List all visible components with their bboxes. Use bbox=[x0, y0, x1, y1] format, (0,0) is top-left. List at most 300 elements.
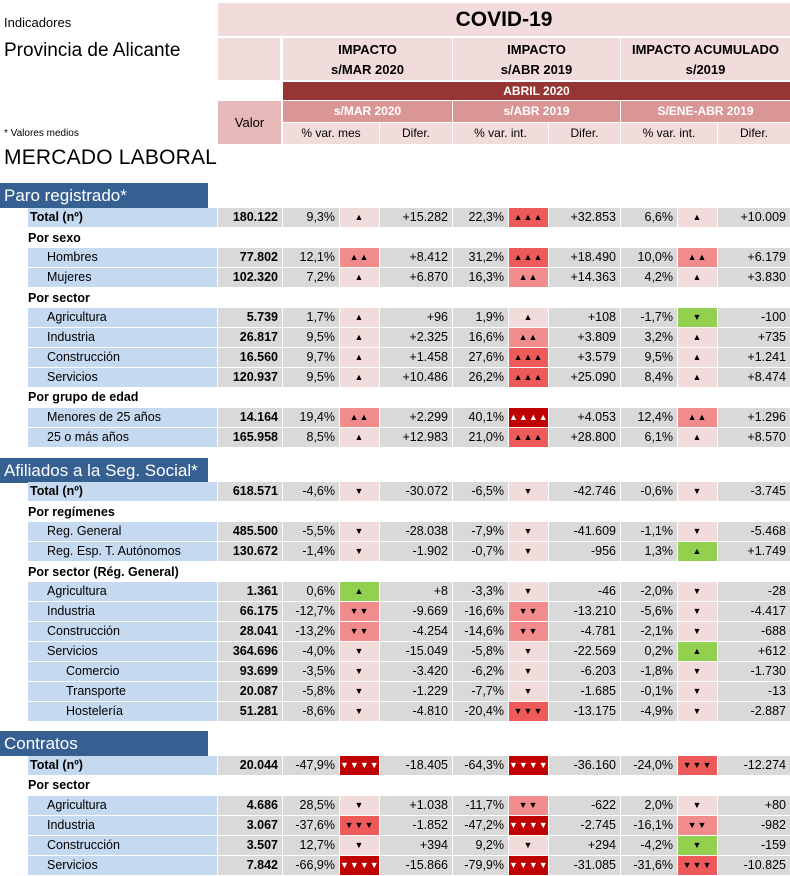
difer-abr-cell: -36.160 bbox=[549, 756, 620, 775]
difer-abr-cell: -22.569 bbox=[549, 642, 620, 661]
difer-mar-cell: -1.229 bbox=[380, 682, 452, 701]
difer-mar-cell: +6.870 bbox=[380, 268, 452, 287]
difer-acum-cell: -100 bbox=[718, 308, 790, 327]
valor-cell: 16.560 bbox=[218, 348, 282, 367]
row-label: Agricultura bbox=[28, 796, 217, 815]
var-int-abr-cell: 31,2% bbox=[453, 248, 508, 267]
table-row bbox=[0, 796, 790, 815]
var-mes-cell: -66,9% bbox=[283, 856, 339, 875]
trend-indicator-acum: ▼ bbox=[678, 682, 717, 701]
trend-indicator-abr: ▼ bbox=[509, 482, 548, 501]
footnote-valores-medios: * Valores medios bbox=[4, 128, 79, 139]
difer-mar-cell: +10.486 bbox=[380, 368, 452, 387]
difer-mar-cell: +1.458 bbox=[380, 348, 452, 367]
difer-acum-cell: +10.009 bbox=[718, 208, 790, 227]
difer-acum-cell: +6.179 bbox=[718, 248, 790, 267]
difer-mar-cell: -28.038 bbox=[380, 522, 452, 541]
table-row bbox=[0, 268, 790, 287]
difer-abr-cell: -31.085 bbox=[549, 856, 620, 875]
row-label: Construcción bbox=[28, 348, 217, 367]
trend-indicator-acum: ▼ bbox=[678, 796, 717, 815]
col-header-difer-1: Difer. bbox=[380, 123, 452, 144]
difer-abr-cell: +108 bbox=[549, 308, 620, 327]
table-row bbox=[0, 836, 790, 855]
subhead-af-sector: Por sector (Rég. General) bbox=[28, 565, 179, 579]
difer-abr-cell: +25.090 bbox=[549, 368, 620, 387]
table-row bbox=[0, 208, 790, 227]
var-mes-cell: 28,5% bbox=[283, 796, 339, 815]
difer-abr-cell: +14.363 bbox=[549, 268, 620, 287]
trend-indicator-mar: ▲▲ bbox=[340, 408, 379, 427]
row-label: Construcción bbox=[28, 622, 217, 641]
difer-acum-cell: -10.825 bbox=[718, 856, 790, 875]
trend-indicator-acum: ▼ bbox=[678, 482, 717, 501]
difer-acum-cell: +735 bbox=[718, 328, 790, 347]
row-label: Total (nº) bbox=[28, 482, 217, 501]
valor-cell: 66.175 bbox=[218, 602, 282, 621]
group-header-ene-abr: S/ENE-ABR 2019 bbox=[621, 101, 790, 122]
section-afiliados: Afiliados a la Seg. Social* bbox=[0, 458, 208, 483]
impacto-acumulado-header bbox=[621, 38, 790, 80]
difer-acum-cell: -2.887 bbox=[718, 702, 790, 721]
mercado-laboral-title: MERCADO LABORAL bbox=[4, 146, 218, 169]
difer-acum-cell: -159 bbox=[718, 836, 790, 855]
trend-indicator-mar: ▲ bbox=[340, 368, 379, 387]
difer-abr-cell: -6.203 bbox=[549, 662, 620, 681]
valor-cell: 618.571 bbox=[218, 482, 282, 501]
valor-cell: 77.802 bbox=[218, 248, 282, 267]
trend-indicator-abr: ▲▲ bbox=[509, 268, 548, 287]
var-int-abr-cell: 16,6% bbox=[453, 328, 508, 347]
trend-indicator-abr: ▼ bbox=[509, 582, 548, 601]
trend-indicator-mar: ▼▼▼▼ bbox=[340, 856, 379, 875]
subhead-af-regimenes: Por regímenes bbox=[28, 505, 115, 519]
var-int-abr-cell: -5,8% bbox=[453, 642, 508, 661]
trend-indicator-acum: ▲ bbox=[678, 368, 717, 387]
difer-abr-cell: +3.809 bbox=[549, 328, 620, 347]
trend-indicator-mar: ▲ bbox=[340, 348, 379, 367]
difer-acum-cell: -5.468 bbox=[718, 522, 790, 541]
difer-acum-cell: -4.417 bbox=[718, 602, 790, 621]
trend-indicator-mar: ▲ bbox=[340, 308, 379, 327]
var-mes-cell: 9,5% bbox=[283, 328, 339, 347]
difer-abr-cell: +3.579 bbox=[549, 348, 620, 367]
var-mes-cell: 19,4% bbox=[283, 408, 339, 427]
indicadores-label: Indicadores bbox=[4, 15, 72, 30]
difer-abr-cell: -46 bbox=[549, 582, 620, 601]
var-int-acum-cell: 1,3% bbox=[621, 542, 677, 561]
difer-abr-cell: +4.053 bbox=[549, 408, 620, 427]
row-label: Reg. General bbox=[28, 522, 217, 541]
valor-cell: 14.164 bbox=[218, 408, 282, 427]
trend-indicator-acum: ▼ bbox=[678, 662, 717, 681]
trend-indicator-abr: ▲▲▲ bbox=[509, 348, 548, 367]
valor-cell: 130.672 bbox=[218, 542, 282, 561]
trend-indicator-acum: ▲ bbox=[678, 348, 717, 367]
trend-indicator-abr: ▲ bbox=[509, 308, 548, 327]
valor-cell: 26.817 bbox=[218, 328, 282, 347]
row-label: Industria bbox=[28, 602, 217, 621]
trend-indicator-abr: ▼ bbox=[509, 522, 548, 541]
table-row bbox=[0, 622, 790, 641]
trend-indicator-acum: ▼ bbox=[678, 308, 717, 327]
difer-mar-cell: -15.866 bbox=[380, 856, 452, 875]
table-row bbox=[0, 368, 790, 387]
difer-mar-cell: -3.420 bbox=[380, 662, 452, 681]
trend-indicator-acum: ▼ bbox=[678, 836, 717, 855]
trend-indicator-acum: ▼ bbox=[678, 702, 717, 721]
difer-acum-cell: +80 bbox=[718, 796, 790, 815]
valor-cell: 3.507 bbox=[218, 836, 282, 855]
difer-abr-cell: -4.781 bbox=[549, 622, 620, 641]
table-row bbox=[0, 642, 790, 661]
trend-indicator-acum: ▼▼▼ bbox=[678, 856, 717, 875]
table-row bbox=[0, 856, 790, 875]
valor-cell: 51.281 bbox=[218, 702, 282, 721]
trend-indicator-acum: ▲▲ bbox=[678, 408, 717, 427]
table-row bbox=[0, 522, 790, 541]
trend-indicator-mar: ▼ bbox=[340, 542, 379, 561]
var-int-abr-cell: -20,4% bbox=[453, 702, 508, 721]
trend-indicator-mar: ▲▲ bbox=[340, 248, 379, 267]
var-int-acum-cell: -5,6% bbox=[621, 602, 677, 621]
valor-cell: 180.122 bbox=[218, 208, 282, 227]
difer-abr-cell: -13.210 bbox=[549, 602, 620, 621]
var-int-acum-cell: -24,0% bbox=[621, 756, 677, 775]
var-int-acum-cell: -31,6% bbox=[621, 856, 677, 875]
valor-cell: 28.041 bbox=[218, 622, 282, 641]
valor-cell: 1.361 bbox=[218, 582, 282, 601]
trend-indicator-acum: ▼ bbox=[678, 582, 717, 601]
trend-indicator-acum: ▼▼ bbox=[678, 816, 717, 835]
difer-mar-cell: +8.412 bbox=[380, 248, 452, 267]
var-int-acum-cell: 6,1% bbox=[621, 428, 677, 447]
subhead-co-sector: Por sector bbox=[28, 778, 90, 792]
trend-indicator-acum: ▲ bbox=[678, 542, 717, 561]
row-label: Agricultura bbox=[28, 308, 217, 327]
var-mes-cell: -4,0% bbox=[283, 642, 339, 661]
trend-indicator-mar: ▼▼ bbox=[340, 602, 379, 621]
var-int-abr-cell: -64,3% bbox=[453, 756, 508, 775]
table-row bbox=[0, 328, 790, 347]
table-row bbox=[0, 662, 790, 681]
trend-indicator-abr: ▼▼▼▼ bbox=[509, 856, 548, 875]
row-label: Comercio bbox=[28, 662, 217, 681]
difer-abr-cell: +294 bbox=[549, 836, 620, 855]
col-header-difer-2: Difer. bbox=[549, 123, 620, 144]
trend-indicator-mar: ▼▼▼▼ bbox=[340, 756, 379, 775]
row-label: Construcción bbox=[28, 836, 217, 855]
var-mes-cell: 0,6% bbox=[283, 582, 339, 601]
impacto-abr-line1: IMPACTO bbox=[507, 42, 566, 57]
trend-indicator-abr: ▲▲▲ bbox=[509, 428, 548, 447]
col-header-var-int-2: % var. int. bbox=[621, 123, 717, 144]
var-mes-cell: 9,7% bbox=[283, 348, 339, 367]
var-int-acum-cell: 9,5% bbox=[621, 348, 677, 367]
var-mes-cell: 7,2% bbox=[283, 268, 339, 287]
var-int-abr-cell: 1,9% bbox=[453, 308, 508, 327]
difer-acum-cell: +1.749 bbox=[718, 542, 790, 561]
var-int-abr-cell: 22,3% bbox=[453, 208, 508, 227]
impacto-acum-line2: s/2019 bbox=[685, 62, 726, 77]
var-int-acum-cell: -4,9% bbox=[621, 702, 677, 721]
table-row bbox=[0, 428, 790, 447]
var-int-abr-cell: -6,2% bbox=[453, 662, 508, 681]
difer-abr-cell: +18.490 bbox=[549, 248, 620, 267]
var-int-abr-cell: -3,3% bbox=[453, 582, 508, 601]
province-title: Provincia de Alicante bbox=[4, 40, 181, 61]
var-mes-cell: 12,7% bbox=[283, 836, 339, 855]
difer-abr-cell: -956 bbox=[549, 542, 620, 561]
var-mes-cell: 8,5% bbox=[283, 428, 339, 447]
trend-indicator-abr: ▼▼▼ bbox=[509, 702, 548, 721]
difer-mar-cell: +2.299 bbox=[380, 408, 452, 427]
trend-indicator-mar: ▼▼ bbox=[340, 622, 379, 641]
impacto-mar-line2: s/MAR 2020 bbox=[331, 62, 404, 77]
var-int-abr-cell: -7,7% bbox=[453, 682, 508, 701]
difer-abr-cell: -1.685 bbox=[549, 682, 620, 701]
var-int-abr-cell: -14,6% bbox=[453, 622, 508, 641]
trend-indicator-acum: ▲ bbox=[678, 642, 717, 661]
trend-indicator-abr: ▲▲▲ bbox=[509, 248, 548, 267]
impacto-abr-header bbox=[453, 38, 620, 80]
var-int-acum-cell: -16,1% bbox=[621, 816, 677, 835]
row-label: Total (nº) bbox=[28, 756, 217, 775]
trend-indicator-mar: ▼▼▼ bbox=[340, 816, 379, 835]
row-label: Total (nº) bbox=[28, 208, 217, 227]
var-mes-cell: -4,6% bbox=[283, 482, 339, 501]
var-int-acum-cell: 8,4% bbox=[621, 368, 677, 387]
trend-indicator-abr: ▼ bbox=[509, 642, 548, 661]
abril-2020-banner: ABRIL 2020 bbox=[283, 82, 790, 100]
impacto-abr-line2: s/ABR 2019 bbox=[500, 62, 573, 77]
trend-indicator-abr: ▼ bbox=[509, 542, 548, 561]
var-int-acum-cell: -2,1% bbox=[621, 622, 677, 641]
valor-cell: 20.087 bbox=[218, 682, 282, 701]
valor-cell: 4.686 bbox=[218, 796, 282, 815]
var-int-acum-cell: -1,8% bbox=[621, 662, 677, 681]
impacto-mar-header bbox=[283, 38, 452, 80]
table-row bbox=[0, 348, 790, 367]
valor-cell: 5.739 bbox=[218, 308, 282, 327]
table-row bbox=[0, 756, 790, 775]
valor-cell: 102.320 bbox=[218, 268, 282, 287]
trend-indicator-abr: ▼ bbox=[509, 836, 548, 855]
subhead-paro-sector: Por sector bbox=[28, 291, 90, 305]
subhead-paro-edad: Por grupo de edad bbox=[28, 390, 139, 404]
group-header-mar: s/MAR 2020 bbox=[283, 101, 452, 122]
group-header-abr: s/ABR 2019 bbox=[453, 101, 620, 122]
row-label: Hombres bbox=[28, 248, 217, 267]
valor-cell: 485.500 bbox=[218, 522, 282, 541]
var-mes-cell: -8,6% bbox=[283, 702, 339, 721]
valor-cell: 3.067 bbox=[218, 816, 282, 835]
difer-abr-cell: -2.745 bbox=[549, 816, 620, 835]
difer-abr-cell: -42.746 bbox=[549, 482, 620, 501]
trend-indicator-acum: ▲ bbox=[678, 428, 717, 447]
difer-abr-cell: -622 bbox=[549, 796, 620, 815]
var-mes-cell: -47,9% bbox=[283, 756, 339, 775]
var-int-abr-cell: -16,6% bbox=[453, 602, 508, 621]
valor-cell: 20.044 bbox=[218, 756, 282, 775]
col-header-var-int-1: % var. int. bbox=[453, 123, 548, 144]
trend-indicator-abr: ▼▼ bbox=[509, 796, 548, 815]
difer-mar-cell: -1.852 bbox=[380, 816, 452, 835]
var-int-acum-cell: 0,2% bbox=[621, 642, 677, 661]
var-mes-cell: -1,4% bbox=[283, 542, 339, 561]
var-int-acum-cell: 6,6% bbox=[621, 208, 677, 227]
var-int-abr-cell: -0,7% bbox=[453, 542, 508, 561]
difer-acum-cell: -1.730 bbox=[718, 662, 790, 681]
var-int-acum-cell: 3,2% bbox=[621, 328, 677, 347]
trend-indicator-mar: ▼ bbox=[340, 522, 379, 541]
row-label: Mujeres bbox=[28, 268, 217, 287]
trend-indicator-mar: ▼ bbox=[340, 796, 379, 815]
trend-indicator-acum: ▲ bbox=[678, 268, 717, 287]
difer-mar-cell: -18.405 bbox=[380, 756, 452, 775]
trend-indicator-abr: ▲▲▲ bbox=[509, 208, 548, 227]
difer-mar-cell: -4.810 bbox=[380, 702, 452, 721]
trend-indicator-abr: ▲▲ bbox=[509, 328, 548, 347]
difer-acum-cell: +3.830 bbox=[718, 268, 790, 287]
var-mes-cell: -37,6% bbox=[283, 816, 339, 835]
trend-indicator-mar: ▼ bbox=[340, 702, 379, 721]
var-int-abr-cell: 40,1% bbox=[453, 408, 508, 427]
trend-indicator-abr: ▼ bbox=[509, 682, 548, 701]
header-spacer bbox=[218, 38, 280, 80]
var-int-abr-cell: -79,9% bbox=[453, 856, 508, 875]
difer-mar-cell: +1.038 bbox=[380, 796, 452, 815]
trend-indicator-mar: ▼ bbox=[340, 482, 379, 501]
difer-abr-cell: -13.175 bbox=[549, 702, 620, 721]
section-contratos: Contratos bbox=[0, 731, 208, 756]
var-mes-cell: -5,8% bbox=[283, 682, 339, 701]
difer-acum-cell: -12.274 bbox=[718, 756, 790, 775]
difer-mar-cell: +2.325 bbox=[380, 328, 452, 347]
trend-indicator-mar: ▲ bbox=[340, 328, 379, 347]
trend-indicator-acum: ▼ bbox=[678, 602, 717, 621]
difer-acum-cell: -982 bbox=[718, 816, 790, 835]
row-label: Transporte bbox=[28, 682, 217, 701]
row-label: Hostelería bbox=[28, 702, 217, 721]
difer-abr-cell: +32.853 bbox=[549, 208, 620, 227]
var-int-acum-cell: 10,0% bbox=[621, 248, 677, 267]
var-int-abr-cell: 26,2% bbox=[453, 368, 508, 387]
row-label: Industria bbox=[28, 328, 217, 347]
table-row bbox=[0, 602, 790, 621]
trend-indicator-abr: ▲▲▲▲ bbox=[509, 408, 548, 427]
trend-indicator-acum: ▼ bbox=[678, 622, 717, 641]
trend-indicator-mar: ▲ bbox=[340, 268, 379, 287]
table-row bbox=[0, 816, 790, 835]
trend-indicator-abr: ▼▼ bbox=[509, 622, 548, 641]
trend-indicator-abr: ▼ bbox=[509, 662, 548, 681]
var-int-abr-cell: 16,3% bbox=[453, 268, 508, 287]
section-paro-registrado: Paro registrado* bbox=[0, 183, 208, 208]
var-int-acum-cell: 2,0% bbox=[621, 796, 677, 815]
difer-mar-cell: +394 bbox=[380, 836, 452, 855]
difer-acum-cell: +8.570 bbox=[718, 428, 790, 447]
table-row bbox=[0, 408, 790, 427]
trend-indicator-abr: ▼▼ bbox=[509, 602, 548, 621]
table-row bbox=[0, 248, 790, 267]
row-label: Reg. Esp. T. Autónomos bbox=[28, 542, 217, 561]
trend-indicator-mar: ▼ bbox=[340, 836, 379, 855]
difer-mar-cell: -15.049 bbox=[380, 642, 452, 661]
row-label: Servicios bbox=[28, 368, 217, 387]
covid-title: COVID-19 bbox=[218, 3, 790, 36]
var-int-acum-cell: -1,1% bbox=[621, 522, 677, 541]
var-int-abr-cell: 9,2% bbox=[453, 836, 508, 855]
valor-cell: 93.699 bbox=[218, 662, 282, 681]
valor-cell: 7.842 bbox=[218, 856, 282, 875]
difer-abr-cell: -41.609 bbox=[549, 522, 620, 541]
table-row bbox=[0, 582, 790, 601]
trend-indicator-abr: ▲▲▲ bbox=[509, 368, 548, 387]
difer-mar-cell: -9.669 bbox=[380, 602, 452, 621]
trend-indicator-mar: ▼ bbox=[340, 642, 379, 661]
var-mes-cell: -5,5% bbox=[283, 522, 339, 541]
table-row bbox=[0, 682, 790, 701]
row-label: Servicios bbox=[28, 856, 217, 875]
difer-acum-cell: +1.241 bbox=[718, 348, 790, 367]
trend-indicator-mar: ▲ bbox=[340, 208, 379, 227]
trend-indicator-acum: ▲▲ bbox=[678, 248, 717, 267]
var-mes-cell: 12,1% bbox=[283, 248, 339, 267]
var-mes-cell: -3,5% bbox=[283, 662, 339, 681]
table-row bbox=[0, 482, 790, 501]
col-header-difer-3: Difer. bbox=[718, 123, 790, 144]
table-row bbox=[0, 308, 790, 327]
difer-mar-cell: -30.072 bbox=[380, 482, 452, 501]
trend-indicator-acum: ▲ bbox=[678, 208, 717, 227]
valor-cell: 165.958 bbox=[218, 428, 282, 447]
valor-column-header: Valor bbox=[218, 101, 281, 144]
trend-indicator-acum: ▼▼▼ bbox=[678, 756, 717, 775]
difer-acum-cell: -688 bbox=[718, 622, 790, 641]
var-mes-cell: 9,3% bbox=[283, 208, 339, 227]
var-int-abr-cell: -47,2% bbox=[453, 816, 508, 835]
valor-cell: 120.937 bbox=[218, 368, 282, 387]
difer-mar-cell: -4.254 bbox=[380, 622, 452, 641]
var-int-acum-cell: -0,6% bbox=[621, 482, 677, 501]
difer-acum-cell: +8.474 bbox=[718, 368, 790, 387]
var-int-acum-cell: 12,4% bbox=[621, 408, 677, 427]
row-label: Agricultura bbox=[28, 582, 217, 601]
impacto-mar-line1: IMPACTO bbox=[338, 42, 397, 57]
var-mes-cell: 1,7% bbox=[283, 308, 339, 327]
var-mes-cell: -12,7% bbox=[283, 602, 339, 621]
difer-acum-cell: +612 bbox=[718, 642, 790, 661]
var-mes-cell: 9,5% bbox=[283, 368, 339, 387]
var-int-acum-cell: -1,7% bbox=[621, 308, 677, 327]
impacto-acum-line1: IMPACTO ACUMULADO bbox=[631, 42, 780, 57]
difer-abr-cell: +28.800 bbox=[549, 428, 620, 447]
var-int-abr-cell: 27,6% bbox=[453, 348, 508, 367]
difer-mar-cell: +96 bbox=[380, 308, 452, 327]
table-row bbox=[0, 542, 790, 561]
difer-mar-cell: +8 bbox=[380, 582, 452, 601]
var-mes-cell: -13,2% bbox=[283, 622, 339, 641]
trend-indicator-mar: ▲ bbox=[340, 582, 379, 601]
trend-indicator-acum: ▲ bbox=[678, 328, 717, 347]
difer-mar-cell: +12.983 bbox=[380, 428, 452, 447]
trend-indicator-mar: ▼ bbox=[340, 662, 379, 681]
difer-acum-cell: -28 bbox=[718, 582, 790, 601]
var-int-acum-cell: 4,2% bbox=[621, 268, 677, 287]
row-label: Industria bbox=[28, 816, 217, 835]
difer-acum-cell: +1.296 bbox=[718, 408, 790, 427]
